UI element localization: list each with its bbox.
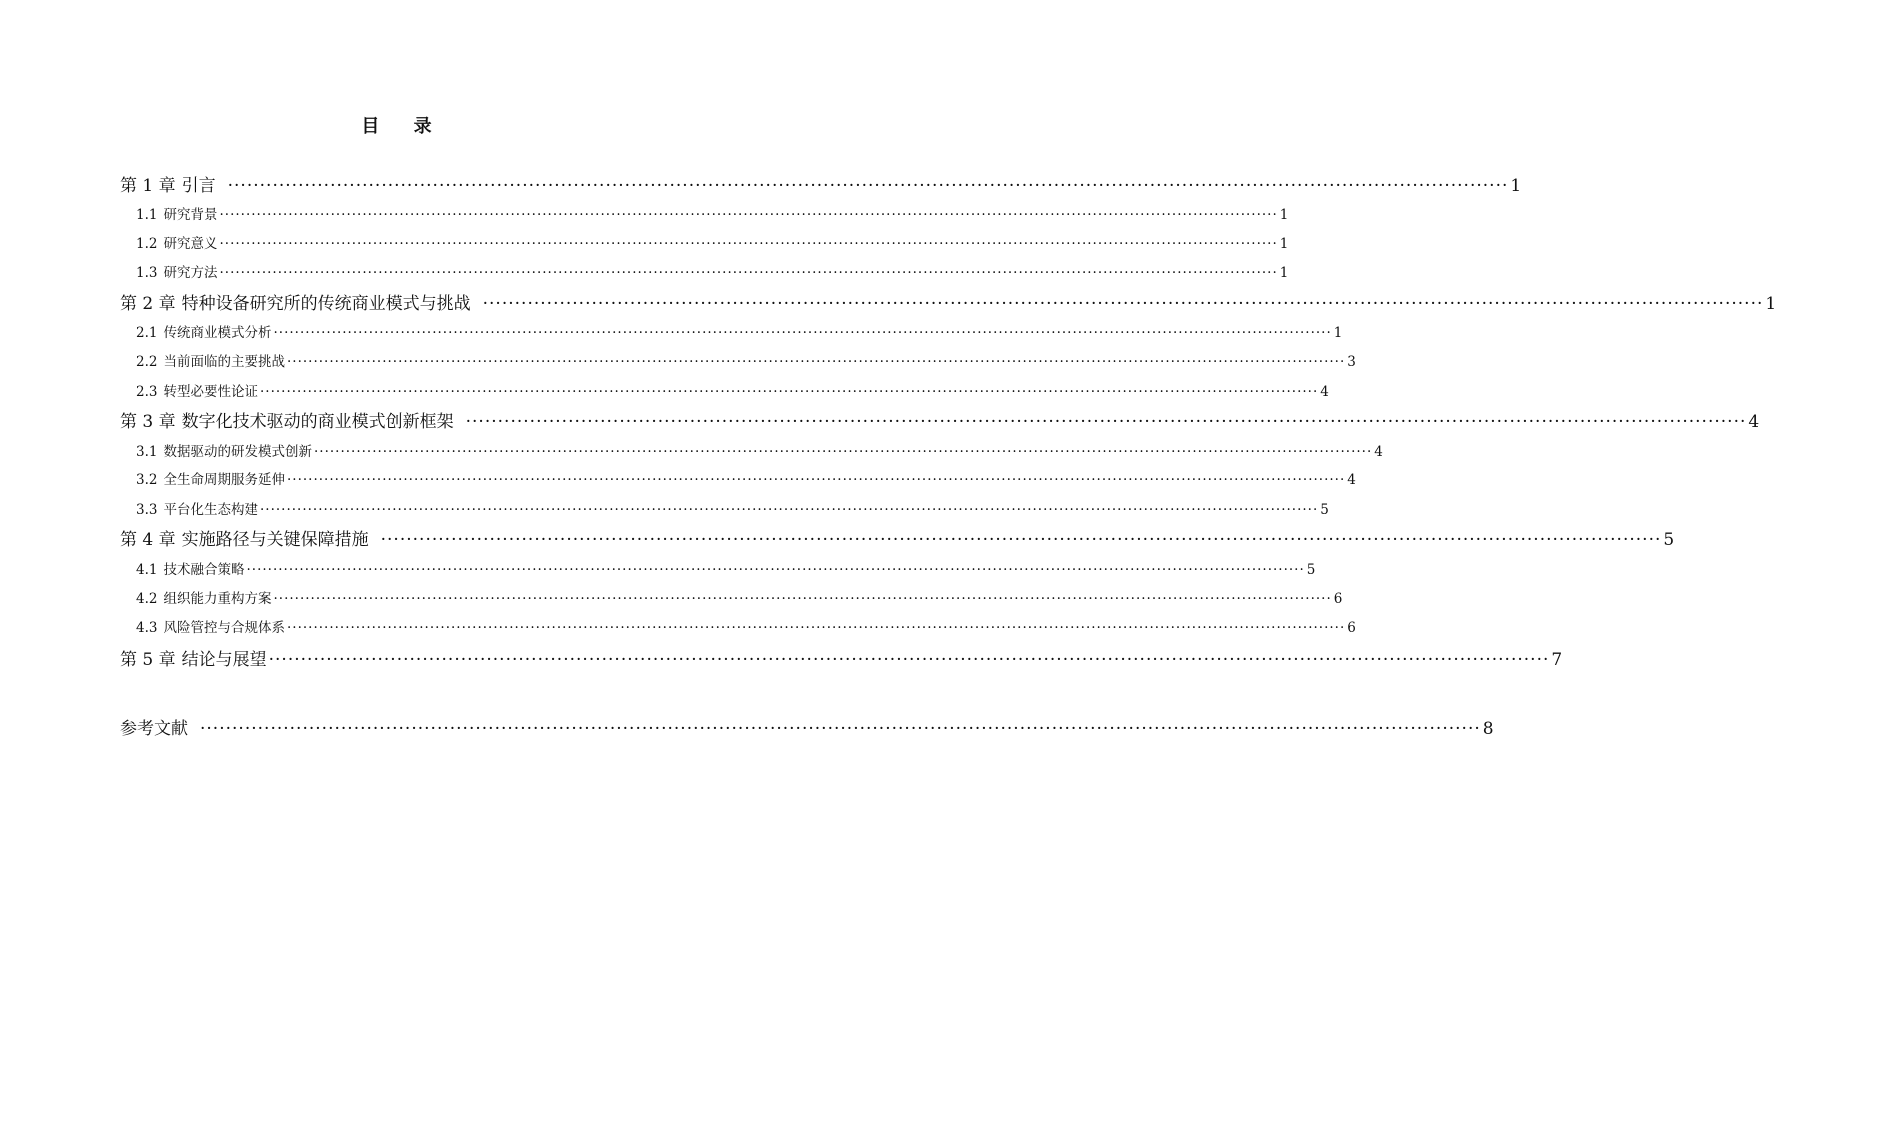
toc-entry-number: 第 5 章 — [120, 650, 176, 670]
toc-section-entry[interactable] — [0, 468, 1356, 488]
toc-entry-number: 3.1 — [136, 444, 158, 460]
toc-dot-leader: ········································································································································································································ — [227, 176, 1509, 196]
toc-entry-label — [0, 714, 188, 739]
toc-entry-number: 4.3 — [136, 620, 158, 636]
toc-dot-leader: ········································································································································································································ — [273, 325, 1332, 341]
toc-chapter-entry[interactable] — [0, 289, 1777, 314]
toc-section-entry[interactable] — [0, 587, 1343, 607]
toc-entry-title: 风险管控与合规体系 — [163, 620, 285, 636]
toc-page-number: 3 — [1347, 354, 1356, 370]
toc-dot-leader: ········································································································································································································ — [259, 384, 1319, 400]
toc-page-number: 7 — [1551, 650, 1563, 670]
toc-page-number: 1 — [1279, 236, 1289, 252]
toc-entry-label — [0, 171, 216, 196]
toc-entry-label — [0, 289, 471, 314]
toc-entry-label — [0, 321, 271, 341]
toc-entry-label — [0, 525, 369, 550]
toc-page-number: 8 — [1482, 719, 1494, 739]
toc-chapter-entry[interactable] — [0, 407, 1760, 432]
toc-section-entry[interactable] — [0, 261, 1289, 281]
toc-dot-leader: ········································································································································································································ — [246, 562, 1305, 578]
toc-entry-title: 当前面临的主要挑战 — [163, 354, 285, 370]
toc-page-number: 1 — [1333, 325, 1343, 341]
toc-entry-label — [0, 616, 285, 636]
toc-section-entry[interactable] — [0, 350, 1356, 370]
toc-dot-leader: ········································································································································································································ — [286, 620, 1346, 636]
toc-entry-number: 第 4 章 — [120, 530, 176, 550]
toc-entry-number: 3.2 — [136, 472, 158, 488]
toc-section-entry[interactable] — [0, 558, 1316, 578]
toc-dot-leader: ········································································································································································································ — [286, 472, 1346, 488]
toc-entry-number: 第 3 章 — [120, 412, 176, 432]
toc-entry-title: 实施路径与关键保障措施 — [181, 530, 369, 550]
toc-entry-label — [0, 380, 258, 400]
toc-dot-leader: ········································································································································································································ — [219, 265, 1278, 281]
toc-page-number: 4 — [1320, 384, 1329, 400]
toc-dot-leader: ········································································································································································································ — [259, 502, 1319, 518]
toc-entry-title: 数字化技术驱动的商业模式创新框架 — [181, 412, 454, 432]
toc-entry-title: 研究背景 — [163, 207, 218, 223]
toc-chapter-entry[interactable] — [0, 525, 1675, 550]
toc-dot-leader: ········································································································································································································ — [200, 719, 1481, 739]
toc-entry-label — [0, 350, 285, 370]
toc-page-number: 4 — [1374, 444, 1383, 460]
toc-dot-leader: ········································································································································································································ — [465, 412, 1747, 432]
toc-entry-title: 技术融合策略 — [163, 562, 245, 578]
toc-page-number: 5 — [1320, 502, 1329, 518]
toc-dot-leader: ········································································································································································································ — [313, 444, 1373, 460]
toc-page-number: 5 — [1306, 562, 1316, 578]
toc-entry-title: 研究方法 — [163, 265, 218, 281]
toc-entry-title: 研究意义 — [163, 236, 218, 252]
toc-entry-label — [0, 203, 217, 223]
toc-page-number: 4 — [1347, 472, 1356, 488]
toc-section-entry[interactable] — [0, 203, 1289, 223]
toc-page-number: 4 — [1748, 412, 1760, 432]
toc-section-entry[interactable] — [0, 321, 1343, 341]
toc-entry-label — [0, 498, 258, 518]
toc-entry-title: 数据驱动的研发模式创新 — [163, 444, 312, 460]
toc-entry-number: 4.2 — [136, 591, 158, 607]
toc-title: 目 录 — [361, 116, 446, 137]
toc-page-number: 6 — [1347, 620, 1356, 636]
toc-entry-title: 组织能力重构方案 — [163, 591, 272, 607]
toc-dot-leader: ········································································································································································································ — [219, 207, 1278, 223]
toc-dot-leader: ········································································································································································································ — [219, 236, 1278, 252]
toc-entry-label — [0, 261, 217, 281]
toc-entry-title: 结论与展望 — [181, 650, 267, 670]
toc-page-number: 1 — [1765, 294, 1777, 314]
toc-section-entry[interactable] — [0, 232, 1289, 252]
toc-section-entry[interactable] — [0, 616, 1356, 636]
toc-entry-number: 第 2 章 — [120, 294, 176, 314]
toc-entry-number: 4.1 — [136, 562, 158, 578]
toc-entry-title: 平台化生态构建 — [163, 502, 258, 518]
toc-section-entry[interactable] — [0, 440, 1383, 460]
toc-entry-number: 1.1 — [136, 207, 158, 223]
toc-entry-number: 2.3 — [136, 384, 158, 400]
toc-page-number: 1 — [1279, 265, 1289, 281]
toc-page-number: 5 — [1663, 530, 1675, 550]
toc-dot-leader: ········································································································································································································ — [482, 294, 1764, 314]
toc-entry-label — [0, 440, 312, 460]
toc-entry-title: 特种设备研究所的传统商业模式与挑战 — [181, 294, 471, 314]
toc-entry-label — [0, 587, 271, 607]
toc-page-number: 1 — [1279, 207, 1289, 223]
toc-entry-number: 2.1 — [136, 325, 158, 341]
toc-section-entry[interactable] — [0, 380, 1329, 400]
toc-entry-label — [0, 468, 285, 488]
toc-entry-number: 1.2 — [136, 236, 158, 252]
toc-entry-label — [0, 232, 217, 252]
toc-entry-title: 参考文献 — [120, 719, 188, 739]
toc-chapter-entry[interactable] — [0, 714, 1494, 739]
toc-entry-label — [0, 558, 244, 578]
toc-entry-label — [0, 407, 454, 432]
toc-entry-number: 1.3 — [136, 265, 158, 281]
toc-chapter-entry[interactable] — [0, 645, 1563, 670]
toc-entry-title: 全生命周期服务延伸 — [163, 472, 285, 488]
toc-entry-title: 转型必要性论证 — [163, 384, 258, 400]
toc-dot-leader: ········································································································································································································ — [268, 650, 1550, 670]
toc-chapter-entry[interactable] — [0, 171, 1522, 196]
toc-page-number: 1 — [1510, 176, 1522, 196]
toc-page-number: 6 — [1333, 591, 1343, 607]
toc-entry-number: 3.3 — [136, 502, 158, 518]
toc-entry-number: 第 1 章 — [120, 176, 176, 196]
toc-dot-leader: ········································································································································································································ — [380, 530, 1662, 550]
toc-dot-leader: ········································································································································································································ — [273, 591, 1332, 607]
toc-section-entry[interactable] — [0, 498, 1329, 518]
toc-dot-leader: ········································································································································································································ — [286, 354, 1346, 370]
toc-entry-number: 2.2 — [136, 354, 158, 370]
toc-entry-title: 传统商业模式分析 — [163, 325, 272, 341]
toc-entry-label — [0, 645, 267, 670]
toc-entry-title: 引言 — [181, 176, 216, 196]
